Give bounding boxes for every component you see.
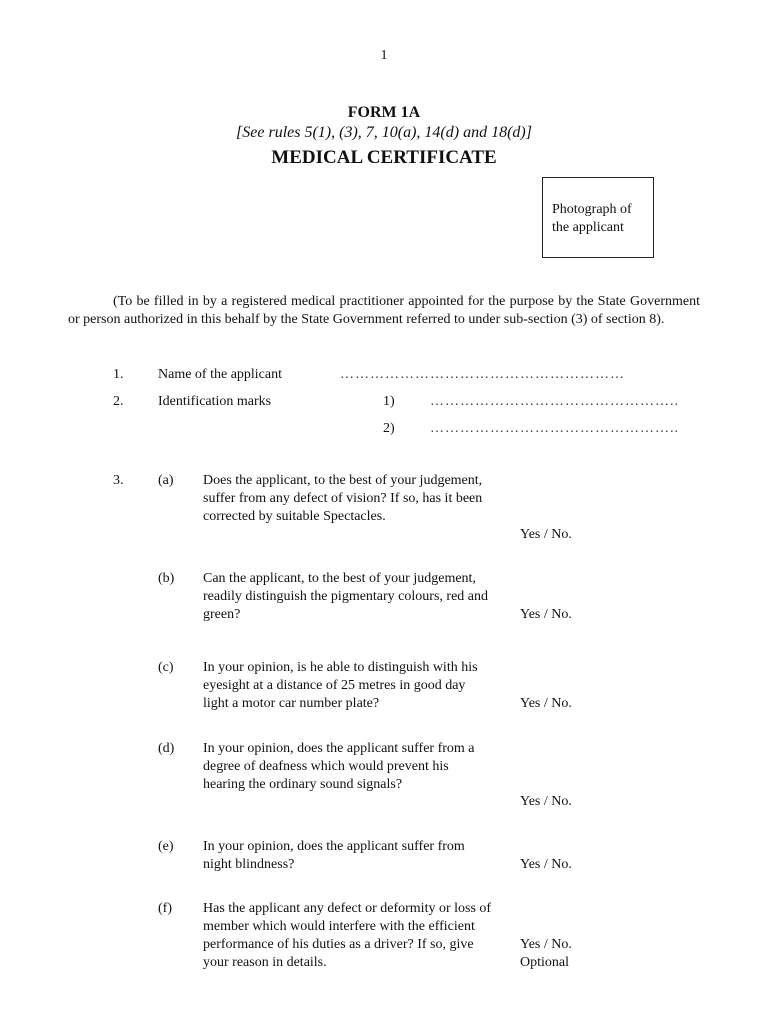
intro-paragraph: (To be filled in by a registered medical practitioner appointed for the purpose by the State Government or person authorized in this behalf by the State Government referred to under sub-section (3) of section 8). [68,294,700,327]
yes-no-answer[interactable]: Yes / No. [520,937,572,952]
item-number: 3. [113,473,124,488]
optional-note: Optional [520,955,569,970]
yes-no-answer[interactable]: Yes / No. [520,794,572,809]
yes-no-answer[interactable]: Yes / No. [520,527,572,542]
question-letter: (c) [158,660,174,675]
photograph-box[interactable] [542,177,654,258]
identification-mark-number: 2) [383,421,395,436]
question-letter: (a) [158,473,174,488]
photograph-label: Photograph of the applicant [552,202,632,235]
question-letter: (b) [158,571,175,586]
question-letter: (f) [158,901,172,916]
question-letter: (d) [158,741,175,756]
question-text: In your opinion, is he able to distinguish with his eyesight at a distance of 25 metres in good day light a motor car number plate? [203,660,478,711]
certificate-title: MEDICAL CERTIFICATE [271,147,497,168]
question-text: Has the applicant any defect or deformity or loss of member which would interfere with the efficient performance of his duties as a driver? If so, give your reason in details. [203,901,492,970]
identification-mark-number: 1) [383,394,395,409]
identification-mark-field[interactable]: ………………………………………….. [430,421,679,436]
applicant-name-label: Name of the applicant [158,367,283,382]
identification-mark-field[interactable]: ………………………………………….. [430,394,679,409]
yes-no-answer[interactable]: Yes / No. [520,607,572,622]
question-text: Can the applicant, to the best of your judgement, readily distinguish the pigmentary colours, red and green? [203,571,488,622]
item-number: 1. [113,367,124,382]
form-rules: [See rules 5(1), (3), 7, 10(a), 14(d) and 18(d)] [236,124,532,141]
applicant-name-field[interactable]: ………………………………………………… [340,367,625,382]
question-text: In your opinion, does the applicant suffer from a degree of deafness which would prevent his hearing the ordinary sound signals? [203,741,475,792]
question-letter: (e) [158,839,174,854]
yes-no-answer[interactable]: Yes / No. [520,857,572,872]
identification-marks-label: Identification marks [158,394,272,409]
page-number: 1 [380,48,388,63]
question-text: In your opinion, does the applicant suffer from night blindness? [203,839,465,872]
item-number: 2. [113,394,124,409]
question-text: Does the applicant, to the best of your judgement, suffer from any defect of vision? If so, has it been corrected by suitable Spectacles. [203,473,483,524]
yes-no-answer[interactable]: Yes / No. [520,696,572,711]
form-title: FORM 1A [347,104,421,121]
